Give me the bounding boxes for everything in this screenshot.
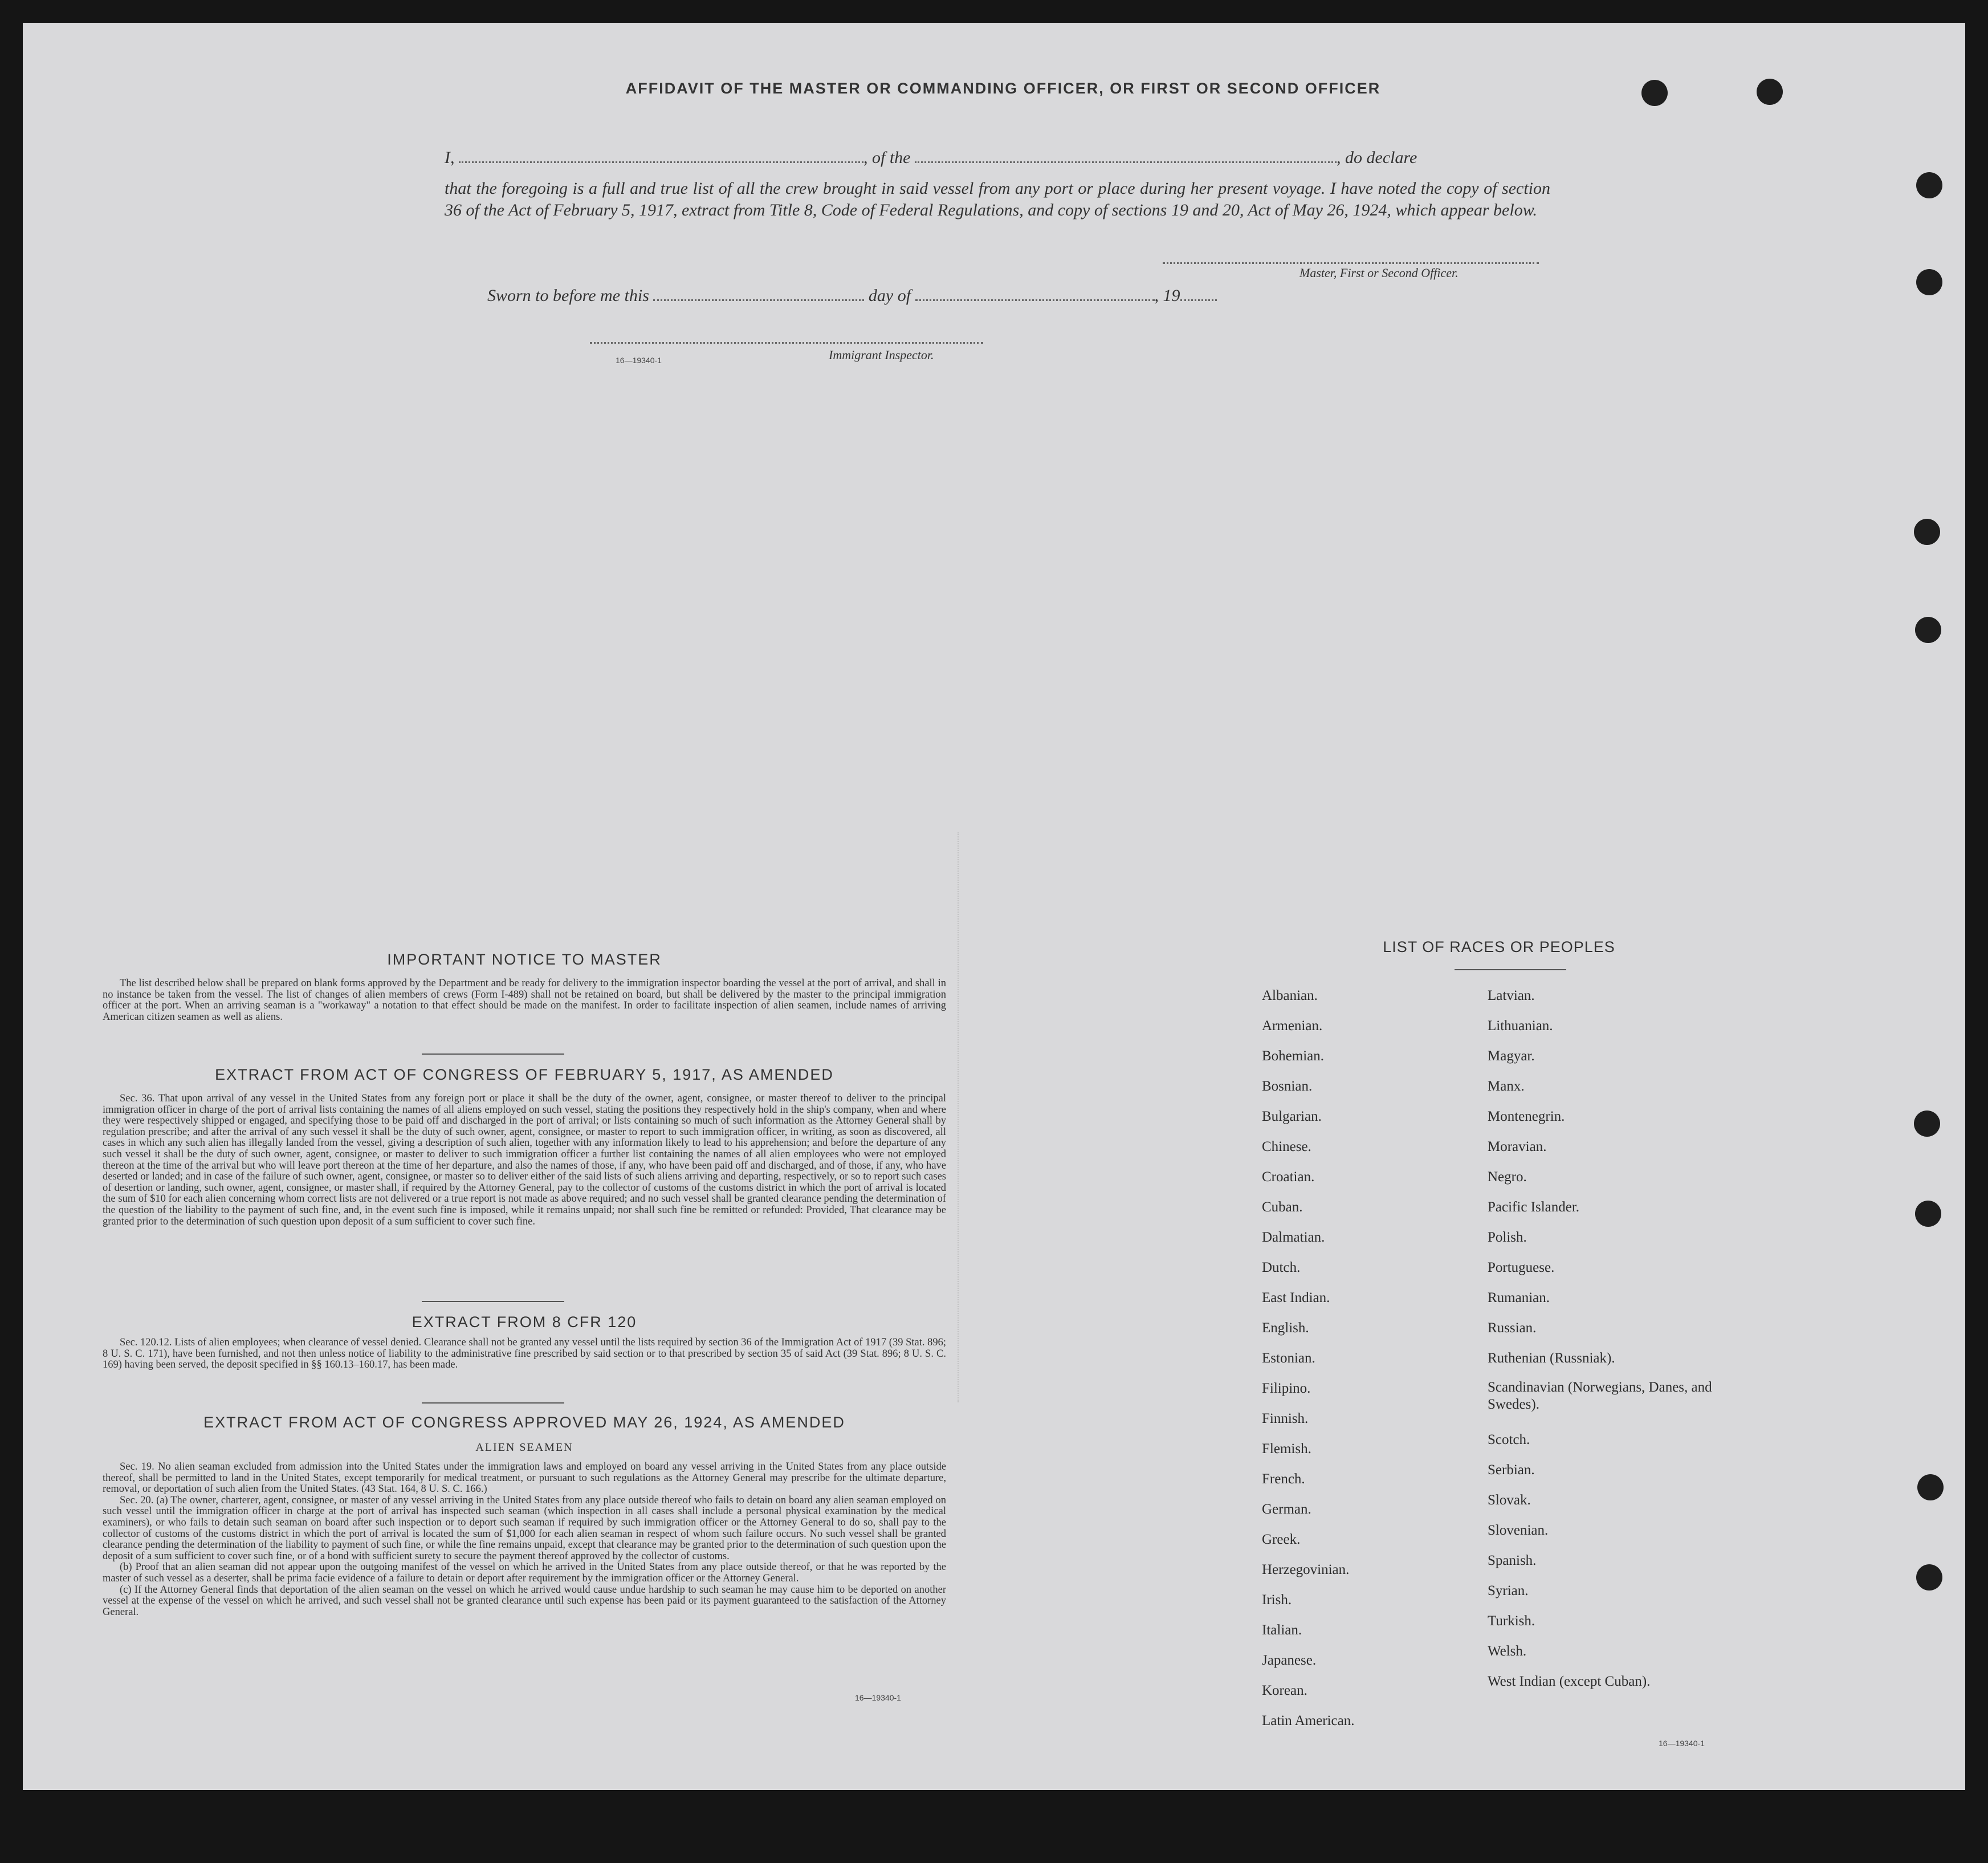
race-item: East Indian.	[1262, 1290, 1330, 1305]
extract-1917-title: EXTRACT FROM ACT OF CONGRESS OF FEBRUARY 5, 1917, AS AMENDED	[215, 1066, 834, 1083]
extract-1924-text	[103, 1462, 946, 1618]
race-item: Pacific Islander.	[1488, 1199, 1580, 1215]
race-item: Greek.	[1262, 1532, 1301, 1547]
races-right-column	[1488, 981, 1716, 1697]
race-item: Italian.	[1262, 1622, 1302, 1638]
race-item: Russian.	[1488, 1320, 1537, 1336]
race-item: Scotch.	[1488, 1432, 1530, 1447]
race-item: Moravian.	[1488, 1139, 1547, 1154]
inspector-label: Immigrant Inspector.	[829, 348, 934, 362]
year-label: , 19	[1154, 286, 1180, 305]
race-item: French.	[1262, 1471, 1305, 1487]
punch-hole	[1916, 172, 1942, 198]
of-the-label: , of the	[863, 148, 911, 167]
race-item: Slovak.	[1488, 1492, 1531, 1508]
day-of-label: day of	[868, 286, 911, 305]
race-item: Korean.	[1262, 1683, 1307, 1698]
race-item: Magyar.	[1488, 1048, 1535, 1064]
race-item: Flemish.	[1262, 1441, 1311, 1457]
do-declare-label: , do declare	[1337, 148, 1417, 167]
form-number: 16—19340-1	[616, 356, 662, 365]
extract-1917-paragraph: Sec. 36. That upon arrival of any vessel in the United States from any foreign port or place it shall be the duty of the owner, agent, consignee, or master thereof to deliver to the principal immigration officer in charge of the port of arrival lists containing the names of all aliens employed on such vessel, stating the positions they respectively hold in the ship's company, when and where they were respectively shipped or engaged, and specifying those to be paid off and discharged in the port of arrival; or lists containing so much of such information as the Attorney General shall by regulation prescribe; and after the arrival of any such vessel it shall be the duty of such owner, agent, consignee, or master to report to such immigration officer, in writing, as soon as discovered, all cases in which any such alien has illegally landed from the vessel, giving a description of such alien, together with any information likely to lead to his apprehension; and before the departure of any such vessel it shall be the duty of such owner, agent, consignee, or master to deliver to such immigration officer a further list containing the names of all alien employees who were not employed thereon at the time of the arrival but who will leave port thereon at the time of her departure, and also the names of those, if any, who have been paid off and discharged, and of those, if any, who have deserted or landed; and in case of the failure of such owner, agent, consignee, or master so to deliver either of the said lists of such aliens arriving and departing, respectively, or so to report such cases of desertion or landing, such owner, agent, consignee, or master shall, if required by the Attorney General, pay to the collector of customs of the customs district in which the port of arrival is located the sum of $10 for each alien concerning whom correct lists are not delivered or a true report is not made as above required; and no such vessel shall be granted clearance pending the determination of the question of the liability to the payment of such fine, and, in the event such fine is imposed, while it remains unpaid; nor shall such fine be remitted or refunded: Provided, That clearance may be granted prior to the determination of such question upon deposit of a sum sufficient to cover such fine.	[103, 1093, 946, 1227]
master-signature-label: Master, First or Second Officer.	[1299, 266, 1459, 280]
race-item: Albanian.	[1262, 988, 1318, 1003]
sec-20c-paragraph: (c) If the Attorney General finds that deportation of the alien seaman on the vessel on which he arrived would cause undue hardship to such seaman he may cause him to be deported on another vessel at the expense of the vessel on which he arrived, and such vessel shall not be granted clearance until such expense has been paid or its payment guaranteed to the satisfaction of the Attorney General.	[103, 1584, 946, 1618]
race-item: English.	[1262, 1320, 1309, 1336]
divider	[1455, 969, 1566, 970]
race-item: Cuban.	[1262, 1199, 1303, 1215]
affidavit-title: AFFIDAVIT OF THE MASTER OR COMMANDING OFFICER, OR FIRST OR SECOND OFFICER	[625, 80, 1381, 97]
name-blank[interactable]	[459, 156, 863, 163]
race-item: Manx.	[1488, 1079, 1525, 1094]
extract-cfr-title: EXTRACT FROM 8 CFR 120	[412, 1313, 637, 1331]
punch-hole	[1915, 617, 1941, 643]
race-item: Welsh.	[1488, 1644, 1527, 1659]
race-item: Syrian.	[1488, 1583, 1529, 1598]
race-item: Lithuanian.	[1488, 1018, 1553, 1034]
master-signature-line[interactable]	[1163, 262, 1539, 264]
form-page	[23, 23, 1965, 1790]
race-item: Finnish.	[1262, 1411, 1309, 1426]
punch-hole	[1916, 1564, 1942, 1591]
declaration-text: that the foregoing is a full and true list of all the crew brought in said vessel from any port or place during her present voyage. I have noted the copy of section 36 of the Act of February 5, 1917, extract from Title 8, Code of Federal Regulations, and copy of sections 19 and 20, Act of May 26, 1924, which appear below.	[445, 179, 1550, 219]
race-item: Dutch.	[1262, 1260, 1301, 1275]
punch-hole	[1917, 1474, 1944, 1500]
race-item: Rumanian.	[1488, 1290, 1550, 1305]
race-item: Bulgarian.	[1262, 1109, 1322, 1124]
extract-cfr-text	[103, 1337, 946, 1371]
divider	[422, 1402, 564, 1404]
divider	[422, 1301, 564, 1302]
race-item: Herzegovinian.	[1262, 1562, 1350, 1577]
extract-1924-title: EXTRACT FROM ACT OF CONGRESS APPROVED MAY 26, 1924, AS AMENDED	[203, 1414, 845, 1431]
race-item: Dalmatian.	[1262, 1230, 1325, 1245]
race-item: Irish.	[1262, 1592, 1292, 1608]
race-item: Bohemian.	[1262, 1048, 1325, 1064]
races-title: LIST OF RACES OR PEOPLES	[1383, 938, 1615, 955]
races-left-column	[1262, 981, 1354, 1736]
punch-hole	[1916, 269, 1942, 295]
race-item: Filipino.	[1262, 1381, 1311, 1396]
form-number: 16—19340-1	[855, 1693, 901, 1702]
race-item: Turkish.	[1488, 1613, 1535, 1629]
sworn-line	[487, 286, 1217, 306]
notice-paragraph: The list described below shall be prepared on blank forms approved by the Department and be ready for delivery to the immigration inspector boarding the vessel at the port of arrival, and shall in no instance be taken from the vessel. The list of changes of alien members of crews (Form I-489) shall not be retained on board, but shall be delivered by the master to the principal immigration officer at the port. When an arriving seaman is a "workaway" a notation to that effect should be made on the manifest. In order to facilitate inspection of alien seamen, include names of arriving American citizen seamen as well as aliens.	[103, 978, 946, 1023]
month-blank[interactable]	[915, 294, 1155, 301]
race-item: Latin American.	[1262, 1713, 1355, 1728]
alien-seamen-subtitle: ALIEN SEAMEN	[475, 1441, 573, 1454]
race-item: Portuguese.	[1488, 1260, 1555, 1275]
race-item: Negro.	[1488, 1169, 1527, 1185]
sec-20b-paragraph: (b) Proof that an alien seaman did not appear upon the outgoing manifest of the vessel on which he arrived in the United States from any place outside thereof, or that he was reported by the master of such vessel as a deserter, shall be prima facie evidence of a failure to detain or deport after requirement by the immigration officer or the Attorney General.	[103, 1561, 946, 1584]
race-item: Scandinavian (Norwegians, Danes, and Swedes).	[1488, 1380, 1712, 1412]
extract-cfr-paragraph: Sec. 120.12. Lists of alien employees; when clearance of vessel denied. Clearance shall not be granted any vessel until the lists required by section 36 of the Immigration Act of 1917 (39 Stat. 896; 8 U. S. C. 171), have been furnished, and not then unless notice of liability to the administrative fine prescribed by said section or to that prescribed by section 35 of said Act (39 Stat. 896; 8 U. S. C. 169) having been served, the deposit specified in §§ 160.13–160.17, has been made.	[103, 1337, 946, 1371]
race-item: Slovenian.	[1488, 1523, 1549, 1538]
inspector-signature-line[interactable]	[590, 342, 983, 344]
extract-1917-text	[103, 1093, 946, 1227]
punch-hole	[1915, 1201, 1941, 1227]
race-item: West Indian (except Cuban).	[1488, 1674, 1651, 1689]
year-blank[interactable]	[1180, 294, 1217, 301]
form-number: 16—19340-1	[1659, 1739, 1705, 1748]
sec-19-paragraph: Sec. 19. No alien seaman excluded from admission into the United States under the immigration laws and employed on board any vessel arriving in the United States from any place outside thereof, shall be permitted to land in the United States, except temporarily for medical treatment, or pursuant to such regulations as the Attorney General may prescribe for the ultimate departure, removal, or deportation of such alien from the United States. (43 Stat. 164, 8 U. S. C. 166.)	[103, 1461, 946, 1495]
race-item: Montenegrin.	[1488, 1109, 1565, 1124]
race-item: Polish.	[1488, 1230, 1527, 1245]
day-blank[interactable]	[653, 294, 864, 301]
race-item: Bosnian.	[1262, 1079, 1313, 1094]
race-item: Armenian.	[1262, 1018, 1323, 1034]
race-item: Chinese.	[1262, 1139, 1311, 1154]
race-item: Croatian.	[1262, 1169, 1315, 1185]
race-item: Ruthenian (Russniak).	[1488, 1351, 1615, 1366]
divider	[422, 1053, 564, 1055]
race-item: German.	[1262, 1502, 1311, 1517]
notice-title: IMPORTANT NOTICE TO MASTER	[387, 951, 662, 968]
race-item: Estonian.	[1262, 1351, 1315, 1366]
race-item: Japanese.	[1262, 1653, 1317, 1668]
fold-mark	[958, 832, 1044, 1402]
punch-hole	[1914, 1111, 1940, 1137]
declaration-first-line	[445, 147, 1550, 169]
race-item: Spanish.	[1488, 1553, 1537, 1568]
vessel-blank[interactable]	[915, 156, 1337, 163]
race-item: Latvian.	[1488, 988, 1535, 1003]
i-label: I,	[445, 148, 455, 167]
notice-text	[103, 978, 946, 1023]
sec-20a-paragraph: Sec. 20. (a) The owner, charterer, agent, consignee, or master of any vessel arriving in the United States from any place outside thereof who fails to detain on board any alien seaman employed on such vessel until the immigration officer in charge at the port of arrival has inspected such seaman (which inspection in all cases shall include a personal physical examination by the medical examiners), or who fails to detain such seaman on board after such inspection or to deport such seaman if required by such immigration officer or the Attorney General to do so, shall pay to the collector of customs of the customs district in which the port of arrival is located the sum of $1,000 for each alien seaman in respect of whom such failure occurs. No such vessel shall be granted clearance pending the determination of the liability to payment of such fine, or while the fine remains unpaid, except that clearance may be granted prior to the determination of such question upon the deposit of a sum sufficient to cover such fine, or of a bond with sufficient surety to secure the payment thereof approved by the collector of customs.	[103, 1494, 946, 1562]
punch-hole	[1914, 519, 1940, 545]
sworn-label: Sworn to before me this	[487, 286, 649, 305]
race-item: Serbian.	[1488, 1462, 1535, 1478]
